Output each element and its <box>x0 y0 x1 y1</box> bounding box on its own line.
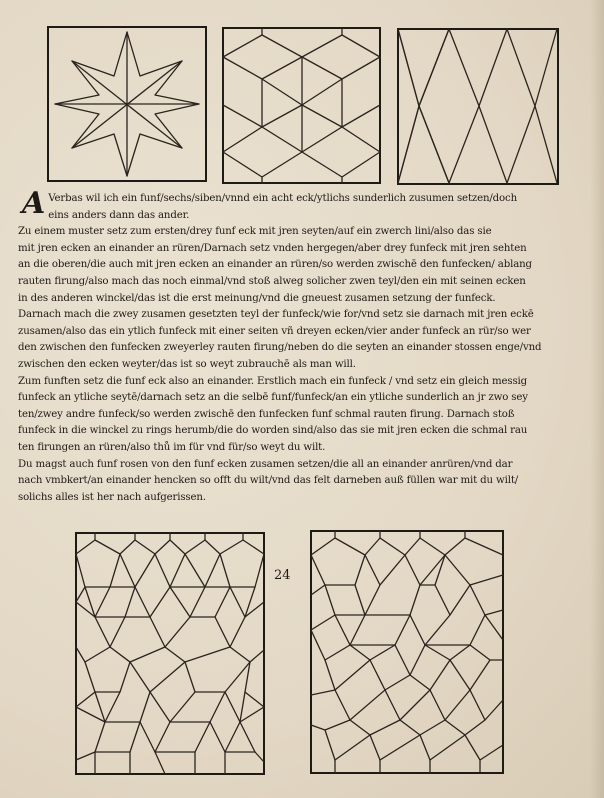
text-line: rauten firung/also mach das noch einmal/vnd stoß alweg solicher zwen teyl/den ein mit seinen ecken <box>18 275 526 287</box>
text-line: eins anders dann das ander. <box>48 209 190 221</box>
page-number: 24 <box>274 568 291 583</box>
text-line: zwischen den ecken weyter/das ist so weyt zubrauchē als man will. <box>18 358 356 370</box>
text-line: den zwischen den funfecken zweyerley rauten firung/neben do die seyten an einander stossen enge/vnd <box>18 342 542 354</box>
text-line: Du magst auch funf rosen von den funf ecken zusamen setzen/die all an einander anrüren/vnd dar <box>18 458 513 470</box>
text-line: ten/zwey andre funfeck/so werden zwischē den funfecken funf schmal rauten firung. Darnach stoß <box>18 408 515 420</box>
figure-eight-point-star <box>47 26 207 186</box>
text-line: funfeck in die winckel zu rings herumb/die do worden sind/also das sie mit jren ecken die schmal rau <box>18 425 528 437</box>
figure-pentagon-tiling-right <box>310 530 504 775</box>
text-line: solichs alles ist her nach aufgerissen. <box>18 491 206 503</box>
text-line: zusamen/also das ein ytlich funfeck mit einer seiten vñ dreyen ecken/vier ander funfeck an rür/so wer <box>18 325 531 337</box>
text-line: Zu einem muster setz zum ersten/drey funf eck mit jren seyten/auf ein zwerch lini/also das sie <box>18 226 492 238</box>
text-line: nach vmbkert/an einander hencken so offt du wilt/vnd das felt darneben auß füllen war mit du wilt/ <box>18 475 519 487</box>
text-line: in des anderen winckel/das ist die erst meinung/vnd die gneuest zusamen setzung der funfeck. <box>18 292 496 304</box>
text-line: Darnach mach die zwey zusamen gesetzten teyl der funfeck/wie for/vnd setz sie darnach mit jren eckē <box>18 309 534 321</box>
text-line: ten firungen an rüren/also thů im für vnd für/so weyt du wilt. <box>18 441 326 453</box>
figure-rhombus-pattern <box>222 27 382 187</box>
figure-pentagon-tiling-left <box>75 532 265 777</box>
text-line: Verbas wil ich ein funf/sechs/siben/vnnd ein acht eck/ytlichs sunderlich zusumen setzen/doch <box>48 193 517 204</box>
text-line: funfeck an ytliche seytē/darnach setz an die selbē funf/funfeck/an ein ytliche sunderlich an jr zwo sey <box>18 392 528 404</box>
text-line: Zum funften setz die funf eck also an einander. Erstlich mach ein funfeck / vnd setz ein gleich messig <box>18 375 528 387</box>
body-text <box>18 186 598 506</box>
text-line: mit jren ecken an einander an rüren/Darnach setz vnden hergegen/aber drey funfeck mit jren sehten <box>18 242 527 254</box>
text-line: an die oberen/die auch mit jren ecken an einander an rüren/so werden zwischē den funfecken/ ablang <box>18 259 532 271</box>
decorated-initial: A <box>22 186 46 221</box>
figure-long-diamonds <box>397 28 559 188</box>
